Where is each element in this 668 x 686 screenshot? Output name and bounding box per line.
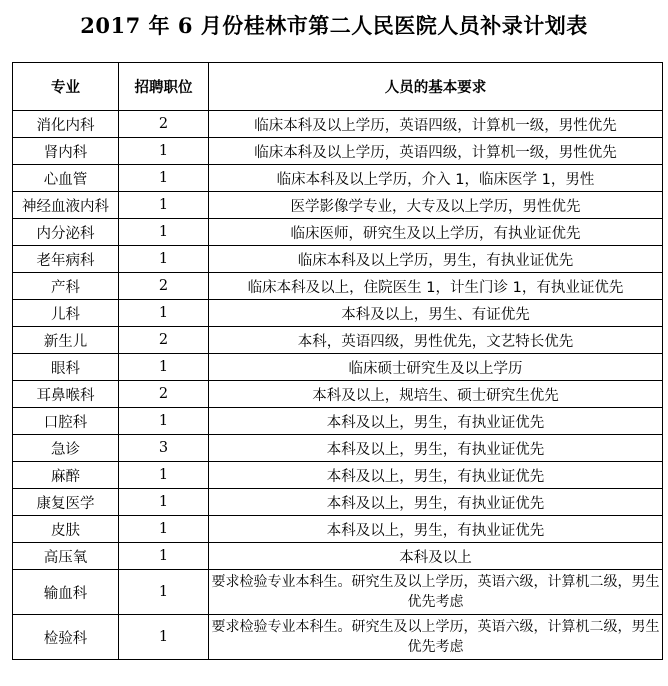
cell-major: 产科: [13, 273, 119, 300]
cell-requirements: 临床本科及以上，住院医生 1，计生门诊 1，有执业证优先: [209, 273, 663, 300]
cell-major: 心血管: [13, 165, 119, 192]
table-row: [13, 138, 663, 165]
table-row: [13, 273, 663, 300]
cell-requirements: 医学影像学专业，大专及以上学历，男性优先: [209, 192, 663, 219]
cell-major: 新生儿: [13, 327, 119, 354]
cell-major: 康复医学: [13, 489, 119, 516]
header-major: 专业: [13, 63, 119, 111]
header-requirements: 人员的基本要求: [209, 63, 663, 111]
cell-positions: 1: [119, 354, 209, 381]
cell-requirements: 本科及以上，男生，有执业证优先: [209, 435, 663, 462]
table-row: [13, 489, 663, 516]
table-row: [13, 381, 663, 408]
cell-positions: 2: [119, 111, 209, 138]
cell-requirements: 本科及以上，男生，有执业证优先: [209, 489, 663, 516]
cell-requirements: 本科，英语四级，男性优先，文艺特长优先: [209, 327, 663, 354]
table-row: [13, 327, 663, 354]
cell-requirements: 临床医师，研究生及以上学历，有执业证优先: [209, 219, 663, 246]
table-row: [13, 219, 663, 246]
table-row: [13, 246, 663, 273]
cell-requirements: 临床本科及以上学历，英语四级，计算机一级，男性优先: [209, 138, 663, 165]
table-row: [13, 615, 663, 660]
cell-major: 耳鼻喉科: [13, 381, 119, 408]
cell-positions: 1: [119, 489, 209, 516]
cell-positions: 1: [119, 615, 209, 660]
cell-major: 皮肤: [13, 516, 119, 543]
cell-positions: 1: [119, 570, 209, 615]
cell-requirements: 本科及以上: [209, 543, 663, 570]
cell-major: 输血科: [13, 570, 119, 615]
cell-positions: 1: [119, 300, 209, 327]
cell-major: 内分泌科: [13, 219, 119, 246]
cell-major: 口腔科: [13, 408, 119, 435]
cell-requirements: 本科及以上，男生，有执业证优先: [209, 462, 663, 489]
cell-requirements: 临床本科及以上学历，英语四级，计算机一级，男性优先: [209, 111, 663, 138]
table-row: [13, 435, 663, 462]
table-row: [13, 300, 663, 327]
table-row: [13, 354, 663, 381]
header-positions: 招聘职位: [119, 63, 209, 111]
recruitment-table: [12, 62, 663, 660]
table-row: [13, 408, 663, 435]
cell-positions: 2: [119, 381, 209, 408]
cell-major: 急诊: [13, 435, 119, 462]
table-row: [13, 462, 663, 489]
cell-positions: 1: [119, 246, 209, 273]
cell-requirements: 本科及以上，男生，有执业证优先: [209, 408, 663, 435]
cell-major: 麻醉: [13, 462, 119, 489]
header-row: [13, 63, 663, 111]
cell-positions: 3: [119, 435, 209, 462]
table-row: [13, 192, 663, 219]
cell-requirements: 临床本科及以上学历，介入 1，临床医学 1，男性: [209, 165, 663, 192]
cell-positions: 1: [119, 516, 209, 543]
cell-major: 眼科: [13, 354, 119, 381]
cell-major: 神经血液内科: [13, 192, 119, 219]
cell-positions: 1: [119, 219, 209, 246]
cell-requirements: 要求检验专业本科生。研究生及以上学历，英语六级，计算机二级，男生优先考虑: [209, 570, 663, 615]
table-row: [13, 516, 663, 543]
cell-major: 肾内科: [13, 138, 119, 165]
cell-requirements: 要求检验专业本科生。研究生及以上学历，英语六级，计算机二级，男生优先考虑: [209, 615, 663, 660]
cell-requirements: 本科及以上，男生、有证优先: [209, 300, 663, 327]
table-row: [13, 543, 663, 570]
cell-major: 高压氧: [13, 543, 119, 570]
cell-major: 消化内科: [13, 111, 119, 138]
cell-positions: 1: [119, 165, 209, 192]
cell-major: 儿科: [13, 300, 119, 327]
cell-positions: 2: [119, 327, 209, 354]
cell-major: 老年病科: [13, 246, 119, 273]
cell-positions: 1: [119, 408, 209, 435]
cell-requirements: 临床硕士研究生及以上学历: [209, 354, 663, 381]
cell-major: 检验科: [13, 615, 119, 660]
table-row: [13, 570, 663, 615]
cell-positions: 1: [119, 462, 209, 489]
table-row: [13, 165, 663, 192]
cell-positions: 2: [119, 273, 209, 300]
cell-positions: 1: [119, 192, 209, 219]
table-row: [13, 111, 663, 138]
cell-positions: 1: [119, 138, 209, 165]
cell-requirements: 本科及以上，规培生、硕士研究生优先: [209, 381, 663, 408]
page-title: 2017 年 6 月份桂林市第二人民医院人员补录计划表: [80, 13, 588, 38]
cell-positions: 1: [119, 543, 209, 570]
cell-requirements: 本科及以上，男生，有执业证优先: [209, 516, 663, 543]
cell-requirements: 临床本科及以上学历，男生，有执业证优先: [209, 246, 663, 273]
